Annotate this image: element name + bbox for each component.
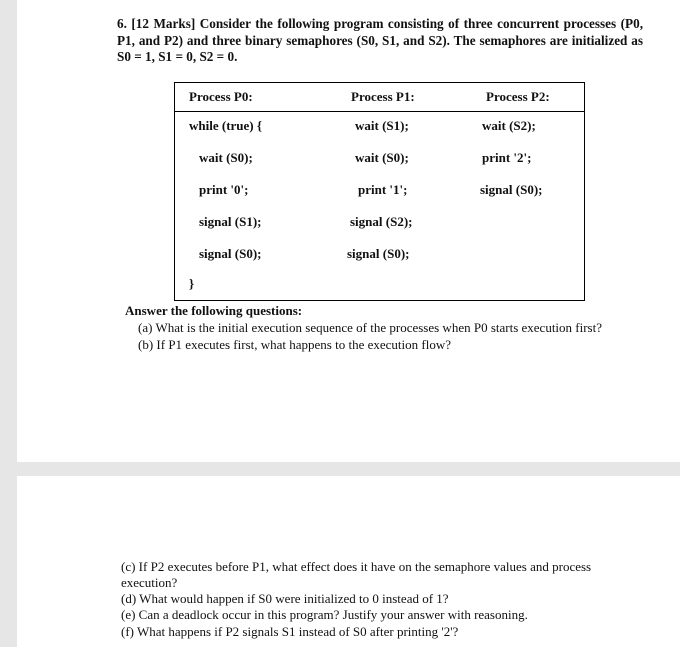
p1-line: wait (S0); bbox=[355, 150, 409, 165]
document-page-bottom bbox=[17, 476, 680, 647]
p2-line: print '2'; bbox=[482, 150, 532, 165]
process-table bbox=[174, 82, 585, 301]
question-d: (d) What would happen if S0 were initialized to 0 instead of 1? bbox=[121, 591, 449, 606]
header-p0: Process P0: bbox=[189, 89, 253, 104]
header-p1: Process P1: bbox=[351, 89, 415, 104]
p1-line: wait (S1); bbox=[355, 118, 409, 133]
p0-line: } bbox=[189, 276, 195, 291]
p2-line: signal (S0); bbox=[480, 182, 543, 197]
p1-line: signal (S0); bbox=[347, 246, 410, 261]
p0-line: while (true) { bbox=[189, 118, 262, 133]
document-page-top bbox=[17, 0, 680, 462]
answers-title: Answer the following questions: bbox=[125, 303, 303, 318]
table-header-row bbox=[175, 83, 584, 112]
p0-line: signal (S0); bbox=[199, 246, 262, 261]
p0-line: print '0'; bbox=[199, 182, 249, 197]
question-f: (f) What happens if P2 signals S1 instead of S0 after printing '2'? bbox=[121, 624, 459, 639]
question-b: (b) If P1 executes first, what happens to the execution flow? bbox=[138, 337, 451, 352]
header-p2: Process P2: bbox=[486, 89, 550, 104]
p1-line: signal (S2); bbox=[350, 214, 413, 229]
question-a: (a) What is the initial execution sequence of the processes when P0 starts execution first? bbox=[138, 320, 603, 335]
p2-line: wait (S2); bbox=[482, 118, 536, 133]
question-e: (e) Can a deadlock occur in this program? Justify your answer with reasoning. bbox=[121, 607, 528, 622]
p0-line: wait (S0); bbox=[199, 150, 253, 165]
p0-line: signal (S1); bbox=[199, 214, 262, 229]
question-header: 6. [12 Marks] Consider the following program consisting of three concurrent processes (P0, P1, and P2) and three binary semaphores (S0, S1, and S2). The semaphores are initialized as S0 = 1, S1 = 0, S2 = 0. bbox=[117, 16, 643, 64]
p1-line: print '1'; bbox=[358, 182, 408, 197]
question-c: (c) If P2 executes before P1, what effect does it have on the semaphore values and process execution? bbox=[121, 559, 592, 590]
